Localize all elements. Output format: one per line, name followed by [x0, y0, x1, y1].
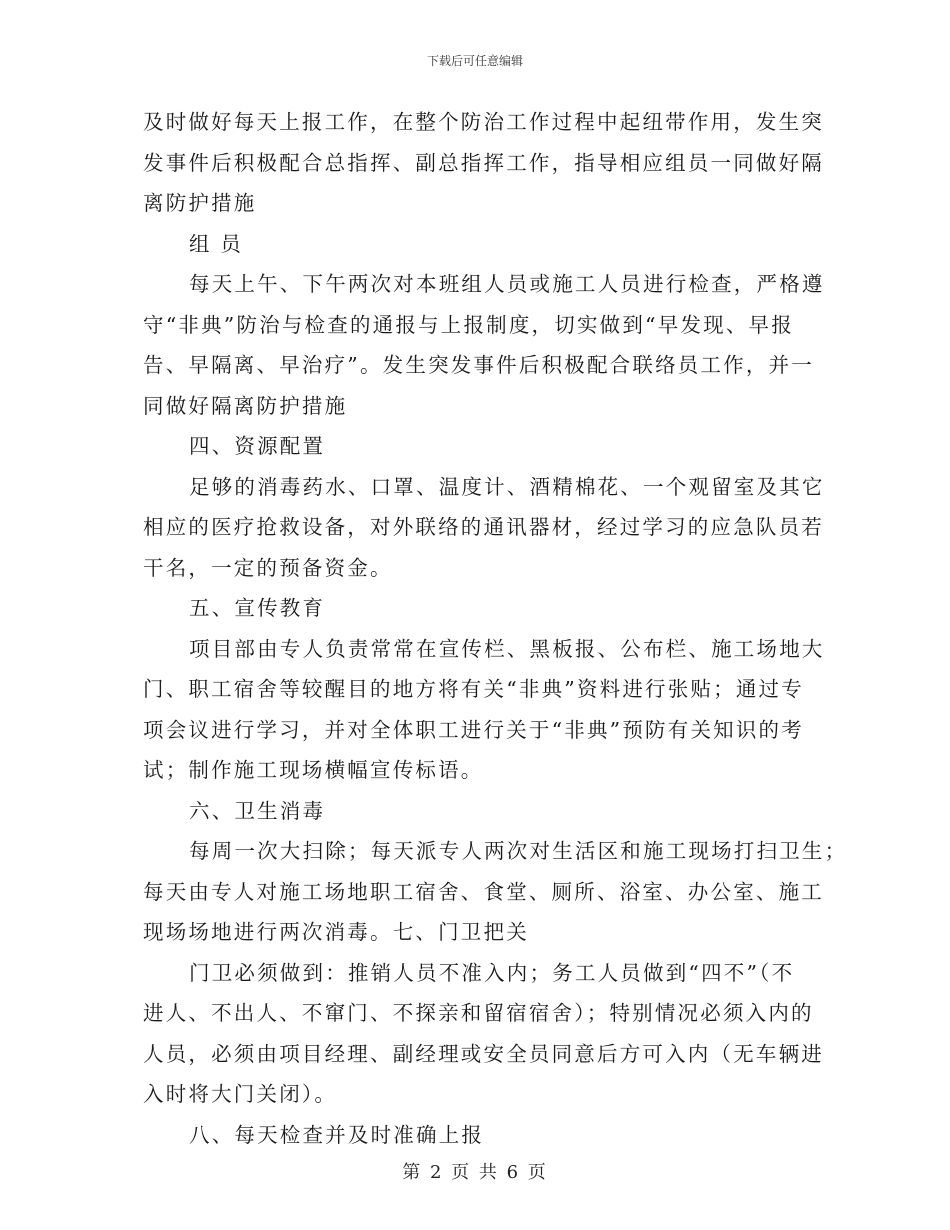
text-line: 相应的医疗抢救设备，对外联络的通讯器材，经过学习的应急队员若 — [143, 515, 824, 539]
text-line: 组 员 — [189, 231, 244, 256]
text-line: 足够的消毒药水、口罩、温度计、酒精棉花、一个观留室及其它 — [189, 474, 825, 499]
text-line: 项目部由专人负责常常在宣传栏、黑板报、公布栏、施工场地大 — [189, 636, 825, 661]
text-line: 每天上午、下午两次对本班组人员或施工人员进行检查，严格遵 — [189, 272, 825, 296]
text-line: 现场场地进行两次消毒。七、门卫把关 — [143, 920, 529, 944]
text-line: 四、资源配置 — [189, 434, 326, 458]
text-line: 干名，一定的预备资金。 — [143, 555, 393, 580]
text-line: 门卫必须做到：推销人员不准入内；务工人员做到“四不”（不 — [189, 960, 795, 985]
text-line: 项会议进行学习，并对全体职工进行关于“非典”预防有关知识的考 — [143, 717, 804, 742]
text-line: 六、卫生消毒 — [189, 798, 326, 823]
text-line: 八、每天检查并及时准确上报 — [189, 1122, 485, 1147]
text-line: 发事件后积极配合总指挥、副总指挥工作，指导相应组员一同做好隔 — [143, 150, 824, 175]
text-line: 每周一次大扫除；每天派专人两次对生活区和施工现场打扫卫生； — [189, 839, 848, 863]
text-line: 进人、不出人、不窜门、不探亲和留宿宿舍）；特别情况必须入内的 — [143, 1001, 814, 1025]
text-line: 门、职工宿舍等较醒目的地方将有关“非典”资料进行张贴；通过专 — [143, 677, 804, 701]
text-line: 每天由专人对施工场地职工宿舍、食堂、厕所、浴室、办公室、施工 — [143, 879, 824, 904]
text-line: 同做好隔离防护措施 — [143, 393, 348, 418]
text-line: 入时将大门关闭）。 — [143, 1082, 338, 1106]
text-line: 守“非典”防治与检查的通报与上报制度，切实做到“早发现、早报 — [143, 312, 794, 337]
text-line: 人员，必须由项目经理、副经理或安全员同意后方可入内（无车辆进 — [143, 1041, 824, 1066]
text-line: 告、早隔离、早治疗”。发生突发事件后积极配合联络员工作，并一 — [143, 353, 814, 377]
page-number: 第 2 页 共 6 页 — [402, 1162, 548, 1183]
text-line: 五、宣传教育 — [189, 596, 326, 620]
document-body — [143, 102, 848, 1155]
text-line: 及时做好每天上报工作，在整个防治工作过程中起纽带作用，发生突 — [143, 110, 824, 134]
page-header-note: 下载后可任意编辑 — [426, 54, 523, 68]
text-line: 离防护措施 — [143, 191, 257, 215]
text-line: 试；制作施工现场横幅宣传标语。 — [143, 758, 484, 782]
